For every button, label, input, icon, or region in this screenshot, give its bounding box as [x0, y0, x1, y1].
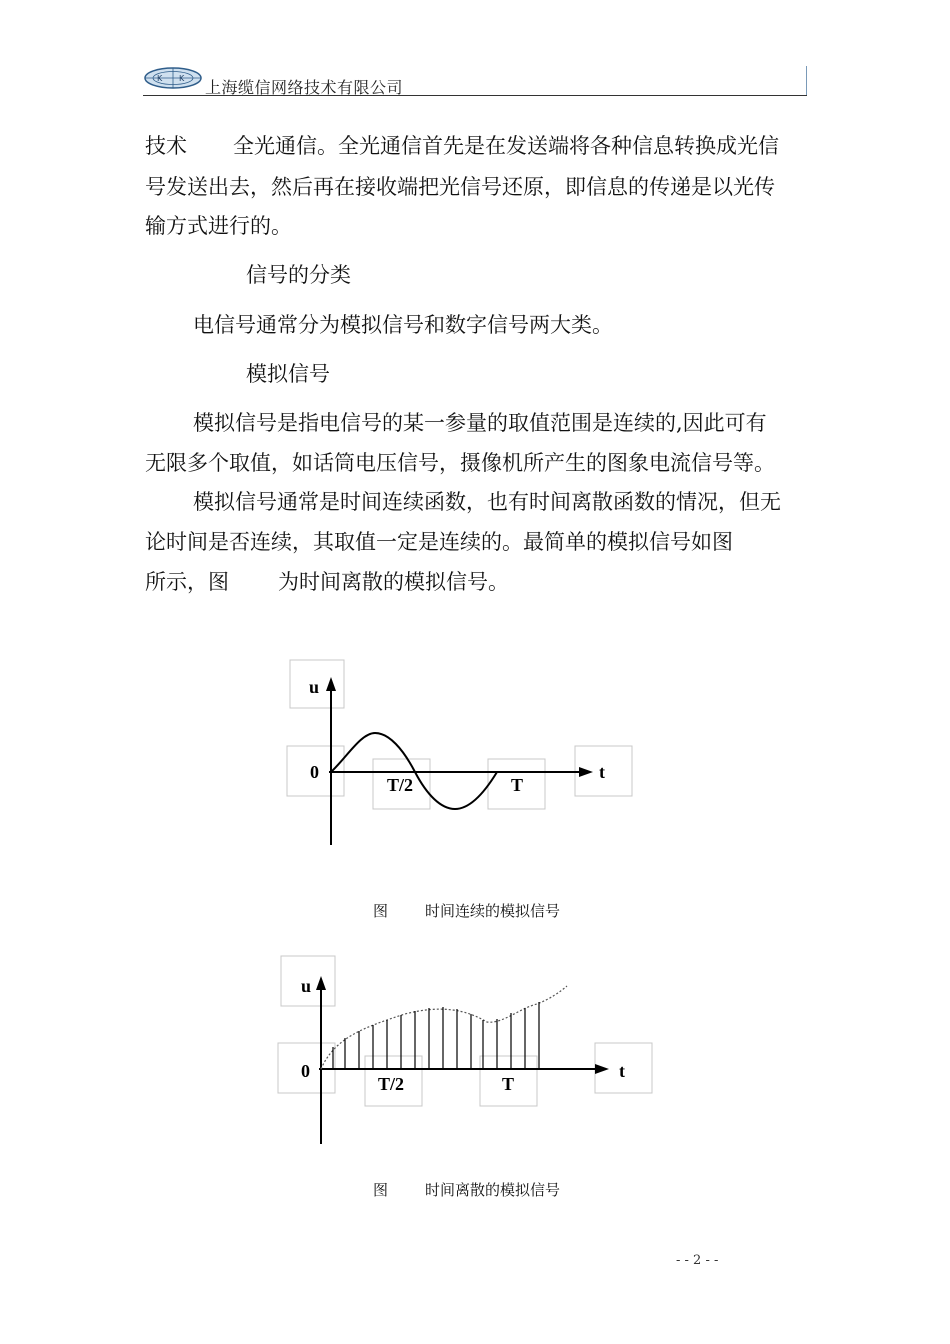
figure2-caption-prefix: 图 — [373, 1181, 389, 1199]
y-axis-arrow — [316, 976, 326, 990]
period-label: T — [502, 1074, 515, 1094]
svg-text:K: K — [179, 74, 185, 83]
header-side-bar — [806, 66, 807, 96]
half-period-label: T/2 — [378, 1074, 405, 1094]
x-axis-label: t — [619, 1061, 625, 1081]
half-period-label: T/2 — [387, 775, 414, 795]
figure2-caption: 时间离散的模拟信号 — [425, 1181, 561, 1199]
para1-line1: 全光通信。全光通信首先是在发送端将各种信息转换成光信 — [233, 134, 779, 158]
x-axis-arrow — [595, 1064, 609, 1074]
para1-word: 技术 — [145, 134, 187, 158]
y-axis-arrow — [326, 677, 336, 691]
y-axis-label: u — [301, 976, 312, 996]
para4-line1: 模拟信号通常是时间连续函数，也有时间离散函数的情况，但无 — [193, 490, 781, 514]
figure-discrete-signal — [275, 952, 660, 1147]
para2: 电信号通常分为模拟信号和数字信号两大类。 — [193, 313, 613, 337]
heading-analog-signal: 模拟信号 — [246, 362, 330, 386]
figure1-caption: 时间连续的模拟信号 — [425, 902, 561, 920]
origin-label: 0 — [301, 1061, 310, 1081]
heading-signal-classification: 信号的分类 — [246, 263, 351, 287]
company-name: 上海缆信网络技术有限公司 — [205, 78, 404, 97]
para4-line2: 论时间是否连续，其取值一定是连续的。最简单的模拟信号如图 — [145, 530, 733, 554]
sample-lines — [333, 1002, 539, 1069]
page-header — [143, 62, 807, 96]
period-label: T — [511, 775, 524, 795]
para1-line3: 输方式进行的。 — [145, 214, 292, 238]
y-axis-label: u — [309, 677, 320, 697]
envelope-curve — [321, 986, 567, 1069]
para1-line2: 号发送出去，然后再在接收端把光信号还原，即信息的传递是以光传 — [145, 175, 775, 199]
company-logo — [143, 66, 205, 90]
figure1-caption-prefix: 图 — [373, 902, 389, 920]
header-rule — [143, 95, 807, 96]
para4-line3b: 为时间离散的模拟信号。 — [278, 570, 509, 594]
x-axis-label: t — [599, 762, 605, 782]
origin-label: 0 — [310, 762, 319, 782]
figure-continuous-signal — [285, 655, 635, 850]
svg-text:K: K — [157, 74, 163, 83]
para4-line3a: 所示，图 — [145, 570, 229, 594]
para3-line2: 无限多个取值，如话筒电压信号，摄像机所产生的图象电流信号等。 — [145, 451, 775, 475]
x-axis-arrow — [579, 767, 593, 777]
page-number: - - 2 - - — [676, 1253, 719, 1268]
para3-line1: 模拟信号是指电信号的某一参量的取值范围是连续的,因此可有 — [193, 411, 767, 435]
